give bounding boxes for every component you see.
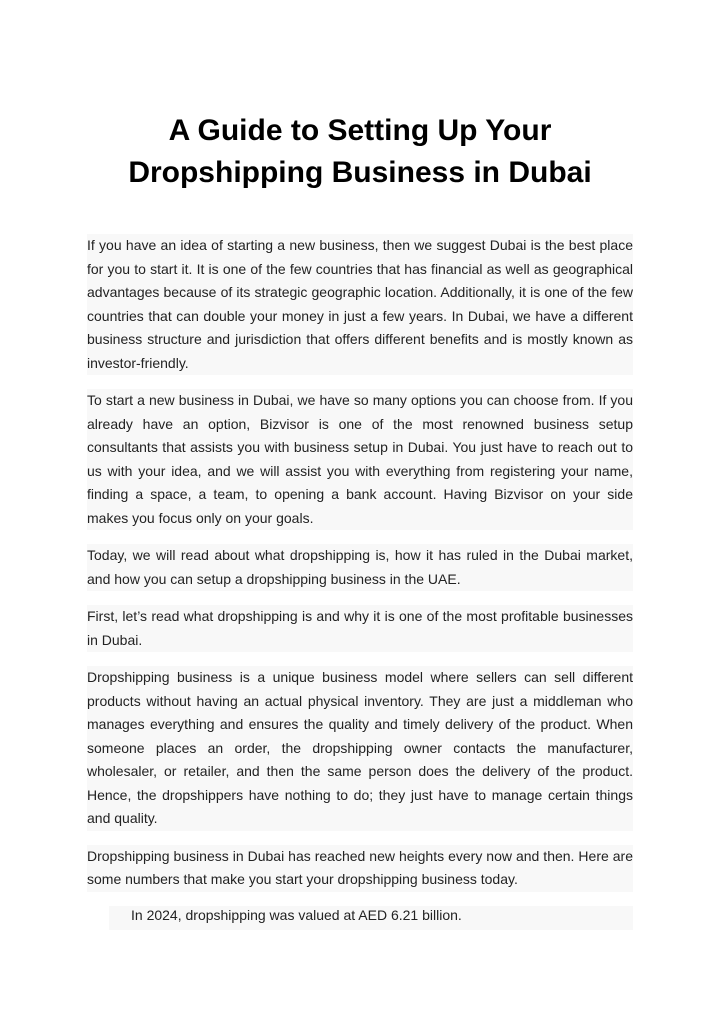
paragraph-spacer (87, 530, 633, 544)
page-title (60, 110, 660, 194)
paragraph-first: First, let’s read what dropshipping is and why it is one of the most profitable businesses in Dubai. (87, 605, 633, 652)
statistics-list (109, 906, 633, 930)
paragraph-spacer (87, 591, 633, 605)
title-line-1: A Guide to Setting Up Your (168, 114, 552, 147)
paragraph-spacer (87, 652, 633, 666)
paragraph-spacer (87, 831, 633, 845)
document-body (87, 234, 633, 892)
paragraph-dropshipping-definition: Dropshipping business is a unique business model where sellers can sell different products without having an actual physical inventory. They are just a middleman who manages everything and ensures the quality and timely delivery of the product. When someone places an order, the dropshipping owner contacts the manufacturer, wholesaler, or retailer, and then the same person does the delivery of the product. Hence, the dropshippers have nothing to do; they just have to manage certain things and quality. (87, 666, 633, 831)
title-line-2: Dropshipping Business in Dubai (128, 156, 592, 189)
paragraph-bizvisor: To start a new business in Dubai, we have so many options you can choose from. If you already have an option, Bizvisor is one of the most renowned business setup consultants that assists you with business setup in Dubai. You just have to reach out to us with your idea, and we will assist you with everything from registering your name, finding a space, a team, to opening a bank account. Having Bizvisor on your side makes you focus only on your goals. (87, 389, 633, 530)
list-item: In 2024, dropshipping was valued at AED 6.21 billion. (131, 907, 462, 923)
paragraph-intro: If you have an idea of starting a new business, then we suggest Dubai is the best place for you to start it. It is one of the few countries that has financial as well as geographical advantages because of its strategic geographic location. Additionally, it is one of the few countries that can double your money in just a few years. In Dubai, we have a different business structure and jurisdiction that offers different benefits and is mostly known as investor-friendly. (87, 234, 633, 375)
paragraph-today: Today, we will read about what dropshipping is, how it has ruled in the Dubai market, and how you can setup a dropshipping business in the UAE. (87, 544, 633, 591)
paragraph-dubai-numbers: Dropshipping business in Dubai has reached new heights every now and then. Here are some numbers that make you start your dropshipping business today. (87, 845, 633, 892)
paragraph-spacer (87, 375, 633, 389)
